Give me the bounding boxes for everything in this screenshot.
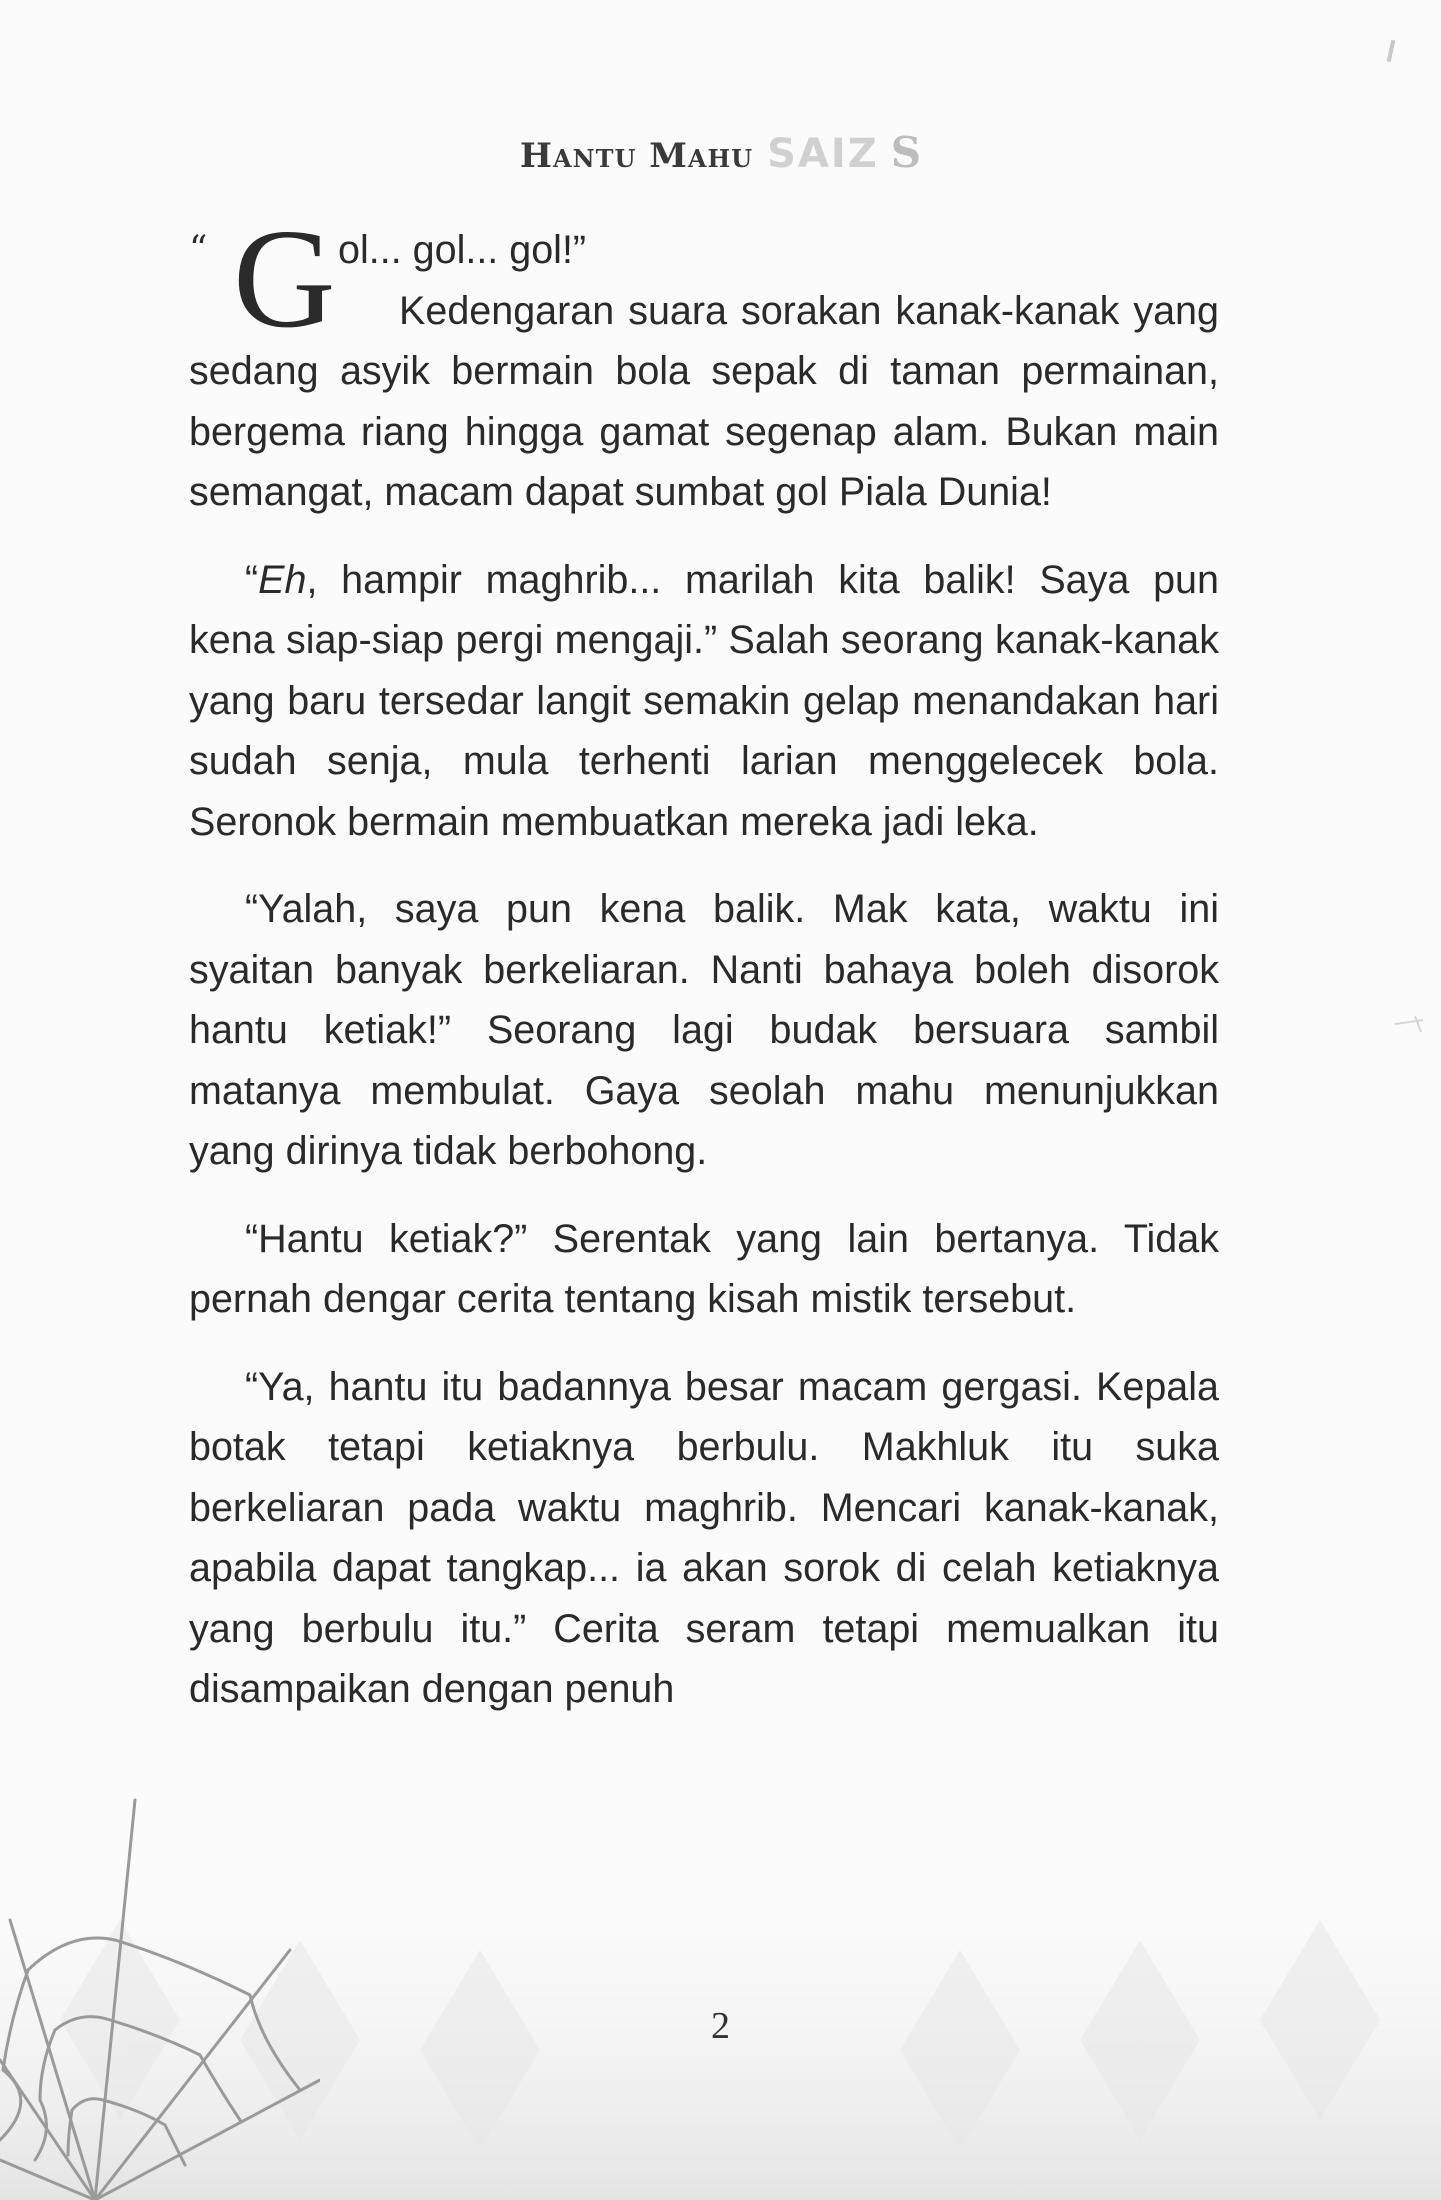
paragraph-text: “Hantu ketiak?” Serentak yang lain bertanya. Tidak pernah dengar cerita tentang kisah mistik tersebut. xyxy=(189,1216,1219,1321)
paragraph-text: Kedengaran suara sorakan kanak-kanak yang sedang asyik bermain bola sepak di taman permainan, bergema riang hingga gamat segenap alam. Bukan main semangat, macam dapat sumbat gol Piala Dunia! xyxy=(189,288,1219,514)
spider-web-icon xyxy=(0,1780,320,2200)
paragraph-4 xyxy=(189,1209,1219,1330)
paragraph-3 xyxy=(189,879,1219,1182)
page-number: 2 xyxy=(711,2005,730,2047)
drop-cap: G xyxy=(233,199,336,357)
header-title-s: S xyxy=(890,128,922,177)
scan-mark xyxy=(1393,1012,1433,1036)
paragraph-5 xyxy=(189,1357,1219,1720)
running-header xyxy=(0,128,1441,177)
opening-line-text: ol... gol... gol!” xyxy=(338,228,587,272)
scan-mark xyxy=(1387,40,1395,62)
header-title-light: SAIZ xyxy=(767,131,879,177)
paragraph-quote: “ xyxy=(245,557,259,602)
paragraph-2 xyxy=(189,550,1219,853)
opening-quote-mark: “ xyxy=(189,229,208,270)
paragraph-text: “Yalah, saya pun kena balik. Mak kata, waktu ini syaitan banyak berkeliaran. Nanti bahaya boleh disorok hantu ketiak!” Seorang lagi budak bersuara sambil matanya membulat. Gaya seolah mahu menunjukkan yang dirinya tidak berbohong. xyxy=(189,887,1219,1173)
chapter-text xyxy=(189,199,1219,1720)
paragraph-text: , hampir maghrib... marilah kita balik! Saya pun kena siap-siap pergi mengaji.” Salah seorang kanak-kanak yang baru tersedar langit semakin gelap menandakan hari sudah senja, mula terhenti larian menggelecek bola. Seronok bermain membuatkan mereka jadi leka. xyxy=(189,557,1219,844)
italic-word: Eh xyxy=(258,557,307,602)
paragraph-text: “Ya, hantu itu badannya besar macam gergasi. Kepala botak tetapi ketiaknya berbulu. Makhluk itu suka berkeliaran pada waktu maghrib. Mencari kanak-kanak, apabila dapat tangkap... ia akan sorok di celah ketiaknya yang berbulu itu.” Cerita seram tetapi memualkan itu disampaikan dengan penuh xyxy=(189,1364,1219,1711)
paragraph-1 xyxy=(189,281,1219,523)
header-title-dark: Hantu Mahu xyxy=(519,136,754,176)
opening-line xyxy=(189,199,1219,357)
